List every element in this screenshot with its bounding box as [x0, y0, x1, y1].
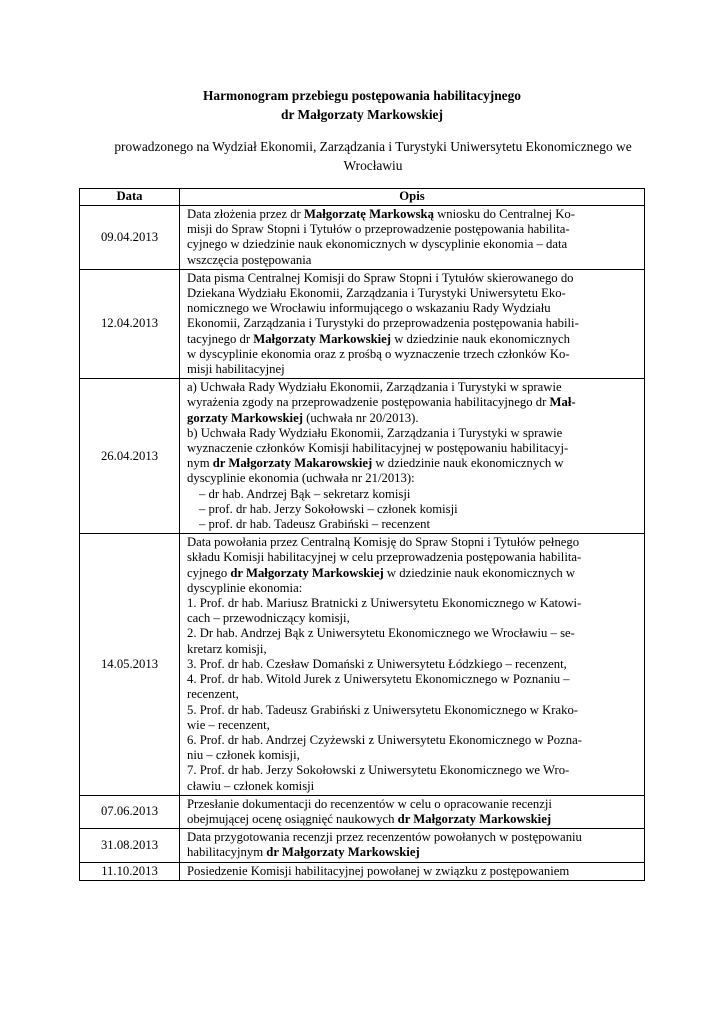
text-segment: a) Uchwała Rady Wydziału Ekonomii, Zarządzania i Turystyki w sprawie	[187, 380, 562, 395]
schedule-table	[79, 188, 645, 881]
text-segment: Data pisma Centralnej Komisji do Spraw Stopni i Tytułów skierowanego do	[187, 270, 574, 285]
text-segment: habilitacyjnym	[187, 845, 267, 860]
description-line	[187, 763, 638, 778]
description-line	[187, 718, 638, 733]
text-segment: w dziedzinie nauk ekonomicznych w	[383, 565, 576, 580]
row-date: 07.06.2013	[80, 795, 180, 828]
description-line	[187, 642, 638, 657]
text-segment: wyznaczenie członków Komisji habilitacyjnej w postępowaniu habilitacyj-	[187, 441, 569, 456]
description-line	[187, 316, 638, 331]
text-segment: cyjnego	[187, 565, 231, 580]
description-line	[187, 441, 638, 456]
description-line	[187, 845, 638, 860]
bold-text: Mał-	[549, 395, 576, 410]
bold-text: dr Małgorzaty Markowskiej	[230, 565, 384, 580]
text-segment: obejmującej ocenę osiągnięć naukowych	[187, 811, 398, 826]
description-line	[187, 502, 638, 517]
description-line	[187, 380, 638, 395]
text-segment: dyscyplinie ekonomia:	[187, 580, 303, 595]
description-line	[187, 471, 638, 486]
description-line	[187, 487, 638, 502]
description-line	[187, 703, 638, 718]
description-line	[187, 332, 638, 347]
description-line	[187, 550, 638, 565]
bold-text: Małgorzatę Markowską	[303, 207, 434, 221]
bold-text: dr Małgorzaty Makarowskiej	[212, 456, 373, 471]
text-segment: Posiedzenie Komisji habilitacyjnej powołanej w związku z postępowaniem	[187, 863, 570, 878]
bold-text: gorzaty Markowskiej	[187, 410, 303, 425]
text-segment: cławiu – członek komisji	[187, 778, 315, 793]
table-row	[80, 206, 645, 270]
text-segment: misji do Spraw Stopni i Tytułów o przeprowadzenie postępowania habilita-	[187, 222, 570, 237]
text-segment: – dr hab. Andrzej Bąk – sekretarz komisji	[199, 486, 411, 501]
row-date: 12.04.2013	[80, 269, 180, 378]
table-row	[80, 534, 645, 795]
text-segment: cach – przewodniczący komisji,	[187, 611, 350, 626]
text-segment: wszczęcia postępowania	[187, 252, 312, 267]
row-description	[180, 379, 645, 534]
description-line	[187, 657, 638, 672]
row-description	[180, 829, 645, 862]
text-segment: – prof. dr hab. Jerzy Sokołowski – członek komisji	[199, 501, 458, 516]
text-segment: dyscyplinie ekonomia (uchwała nr 21/2013):	[187, 471, 415, 486]
text-segment: Dziekana Wydziału Ekonomii, Zarządzania i Turystyki Uniwersytetu Eko-	[187, 286, 566, 301]
table-row	[80, 379, 645, 534]
text-segment: 2. Dr hab. Andrzej Bąk z Uniwersytetu Ekonomicznego we Wrocławiu – se-	[187, 626, 575, 641]
text-segment: nym	[187, 456, 213, 471]
description-line	[187, 426, 638, 441]
text-segment: Przesłanie dokumentacji do recenzentów w celu o opracowanie recenzji	[187, 796, 552, 811]
description-line	[187, 411, 638, 426]
description-line	[187, 271, 638, 286]
text-segment: wyrażenia zgody na przeprowadzenie postępowania habilitacyjnego dr	[187, 395, 550, 410]
row-date: 09.04.2013	[80, 206, 180, 270]
text-segment: nomicznego we Wrocławiu informującego o wskazaniu Rady Wydziału	[187, 301, 551, 316]
description-line	[187, 687, 638, 702]
column-header-description: Opis	[180, 189, 645, 206]
text-segment: 3. Prof. dr hab. Czesław Domański z Uniwersytetu Łódzkiego – recenzent,	[187, 656, 567, 671]
title-line-2: dr Małgorzaty Markowskiej	[281, 107, 443, 122]
description-line	[187, 830, 638, 845]
row-date: 14.05.2013	[80, 534, 180, 795]
description-line	[187, 347, 638, 362]
text-segment: w dziedzinie nauk ekonomicznych	[391, 331, 570, 346]
row-description	[180, 534, 645, 795]
text-segment: kretarz komisji,	[187, 641, 267, 656]
table-header-row	[80, 189, 645, 206]
text-segment: wniosku do Centralnej Ko-	[433, 207, 575, 221]
description-line	[187, 286, 638, 301]
row-description	[180, 862, 645, 880]
text-segment: Ekonomii, Zarządzania i Turystyki do przeprowadzenia postępowania habili-	[187, 316, 579, 331]
description-line	[187, 207, 638, 222]
description-line	[187, 566, 638, 581]
text-segment: – prof. dr hab. Tadeusz Grabiński – recenzent	[199, 517, 431, 532]
row-date: 11.10.2013	[80, 862, 180, 880]
description-line	[187, 456, 638, 471]
description-line	[187, 237, 638, 252]
text-segment: 7. Prof. dr hab. Jerzy Sokołowski z Uniwersytetu Ekonomicznego we Wro-	[187, 763, 570, 778]
text-segment: w dziedzinie nauk ekonomicznych w	[372, 456, 564, 471]
table-row	[80, 795, 645, 828]
bold-text: Małgorzaty Markowskiej	[253, 331, 392, 346]
description-line	[187, 222, 638, 237]
table-row	[80, 269, 645, 378]
row-description	[180, 269, 645, 378]
description-line	[187, 596, 638, 611]
description-line	[187, 362, 638, 377]
description-line	[187, 626, 638, 641]
text-segment: misji habilitacyjnej	[187, 362, 285, 377]
table-body	[80, 206, 645, 881]
description-line	[187, 611, 638, 626]
text-segment: 1. Prof. dr hab. Mariusz Bratnicki z Uniwersytetu Ekonomicznego w Katowi-	[187, 596, 582, 611]
text-segment: 4. Prof. dr hab. Witold Jurek z Uniwersytetu Ekonomicznego w Poznaniu –	[187, 672, 570, 687]
text-segment: Data przygotowania recenzji przez recenzentów powołanych w postępowaniu	[187, 830, 582, 845]
table-row	[80, 862, 645, 880]
text-segment: b) Uchwała Rady Wydziału Ekonomii, Zarządzania i Turystyki w sprawie	[187, 425, 563, 440]
text-segment: cyjnego w dziedzinie nauk ekonomicznych w dyscyplinie ekonomia – data	[187, 237, 568, 252]
row-description	[180, 206, 645, 270]
description-line	[187, 253, 638, 268]
description-line	[187, 517, 638, 532]
text-segment: recenzent,	[187, 687, 239, 702]
description-line	[187, 672, 638, 687]
bold-text: dr Małgorzaty Markowskiej	[266, 845, 420, 860]
description-line	[187, 748, 638, 763]
document-subtitle: prowadzonego na Wydział Ekonomii, Zarządzania i Turystyki Uniwersytetu Ekonomicznego we Wrocławiu	[114, 139, 632, 173]
text-segment: (uchwała nr 20/2013).	[302, 410, 419, 425]
description-line	[187, 812, 638, 827]
row-description	[180, 795, 645, 828]
row-date: 26.04.2013	[80, 379, 180, 534]
table-row	[80, 829, 645, 862]
text-segment: Data złożenia przez dr	[187, 207, 304, 221]
text-segment: w dyscyplinie ekonomia oraz z prośbą o wyznaczenie trzech członków Ko-	[187, 346, 570, 361]
text-segment: niu – członek komisji,	[187, 748, 300, 763]
text-segment: składu Komisji habilitacyjnej w celu przeprowadzenia postępowania habilita-	[187, 550, 582, 565]
description-line	[187, 733, 638, 748]
text-segment: 5. Prof. dr hab. Tadeusz Grabiński z Uniwersytetu Ekonomicznego w Krako-	[187, 702, 579, 717]
text-segment: Data powołania przez Centralną Komisję do Spraw Stopni i Tytułów pełnego	[187, 535, 580, 550]
row-date: 31.08.2013	[80, 829, 180, 862]
text-segment: tacyjnego dr	[187, 331, 254, 346]
description-line	[187, 301, 638, 316]
description-line	[187, 864, 638, 879]
description-line	[187, 797, 638, 812]
text-segment: wie – recenzent,	[187, 717, 270, 732]
column-header-date: Data	[80, 189, 180, 206]
bold-text: dr Małgorzaty Markowskiej	[397, 811, 552, 826]
description-line	[187, 395, 638, 410]
description-line	[187, 535, 638, 550]
description-line	[187, 581, 638, 596]
description-line	[187, 779, 638, 794]
title-line-1: Harmonogram przebiegu postępowania habilitacyjnego	[202, 88, 522, 103]
document-title	[0, 86, 724, 124]
text-segment: 6. Prof. dr hab. Andrzej Czyżewski z Uniwersytetu Ekonomicznego w Pozna-	[187, 732, 582, 747]
